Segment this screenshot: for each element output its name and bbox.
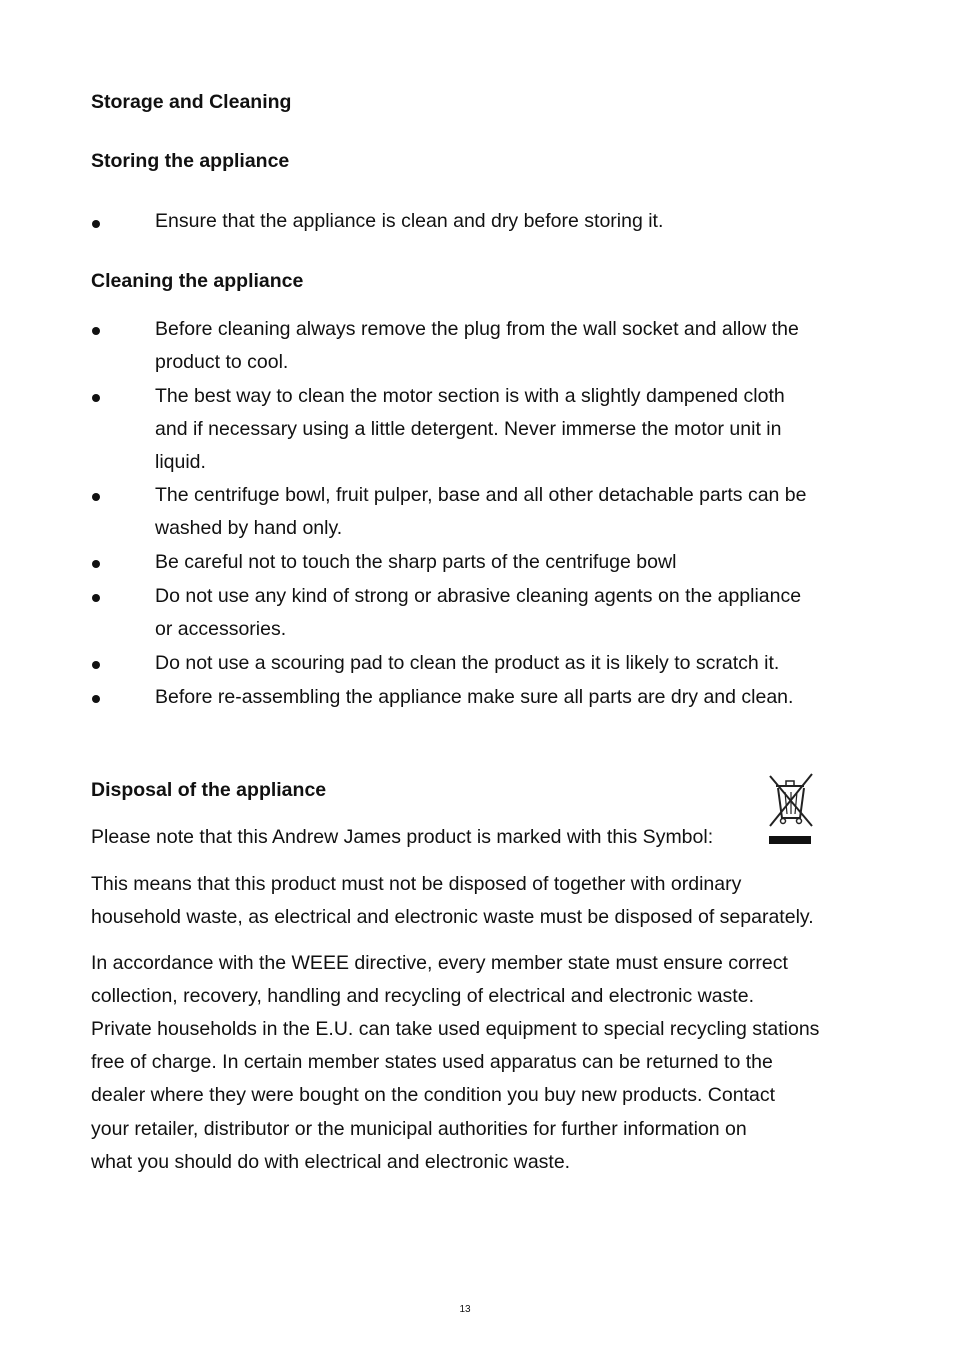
paragraph-line: dealer where they were bought on the condition you buy new products. Contact (91, 1084, 776, 1106)
list-item-text: Do not use a scouring pad to clean the product as it is likely to scratch it. (155, 652, 780, 674)
list-item-text: liquid. (155, 451, 206, 473)
list-item-text: The best way to clean the motor section is with a slightly dampened cloth (155, 385, 785, 407)
paragraph-line: Private households in the E.U. can take used equipment to special recycling stations (91, 1018, 820, 1040)
paragraph-line: what you should do with electrical and electronic waste. (91, 1151, 571, 1173)
list-item-text: or accessories. (155, 618, 287, 640)
subsection-title-storing: Storing the appliance (91, 150, 290, 172)
weee-crossed-bin-icon (766, 772, 816, 850)
bullet-icon (92, 594, 100, 602)
list-item-text: Do not use any kind of strong or abrasive cleaning agents on the appliance (155, 585, 802, 607)
section-title: Storage and Cleaning (91, 91, 292, 113)
list-item-text: and if necessary using a little detergent. Never immerse the motor unit in (155, 418, 782, 440)
bullet-icon (92, 560, 100, 568)
subsection-title-disposal: Disposal of the appliance (91, 779, 327, 801)
bullet-icon (92, 220, 100, 228)
list-item-text: product to cool. (155, 351, 289, 373)
paragraph-line: household waste, as electrical and electronic waste must be disposed of separately. (91, 906, 814, 928)
list-item-text: The centrifuge bowl, fruit pulper, base and all other detachable parts can be (155, 484, 807, 506)
paragraph-line: In accordance with the WEEE directive, every member state must ensure correct (91, 952, 788, 974)
symbol-note: Please note that this Andrew James product is marked with this Symbol: (91, 826, 714, 848)
bullet-icon (92, 394, 100, 402)
paragraph-line: free of charge. In certain member states used apparatus can be returned to the (91, 1051, 773, 1073)
subsection-title-cleaning: Cleaning the appliance (91, 270, 304, 292)
list-item-text: Before re-assembling the appliance make sure all parts are dry and clean. (155, 686, 794, 708)
paragraph-line: collection, recovery, handling and recycling of electrical and electronic waste. (91, 985, 754, 1007)
page-number: 13 (459, 1304, 471, 1315)
bullet-icon (92, 661, 100, 669)
list-item-text: Ensure that the appliance is clean and dry before storing it. (155, 210, 664, 232)
bullet-icon (92, 493, 100, 501)
list-item-text: Be careful not to touch the sharp parts of the centrifuge bowl (155, 551, 677, 573)
list-item-text: washed by hand only. (155, 517, 343, 539)
bullet-icon (92, 695, 100, 703)
list-item-text: Before cleaning always remove the plug from the wall socket and allow the (155, 318, 799, 340)
paragraph-line: your retailer, distributor or the municipal authorities for further information on (91, 1118, 747, 1140)
paragraph-line: This means that this product must not be disposed of together with ordinary (91, 873, 742, 895)
bullet-icon (92, 327, 100, 335)
